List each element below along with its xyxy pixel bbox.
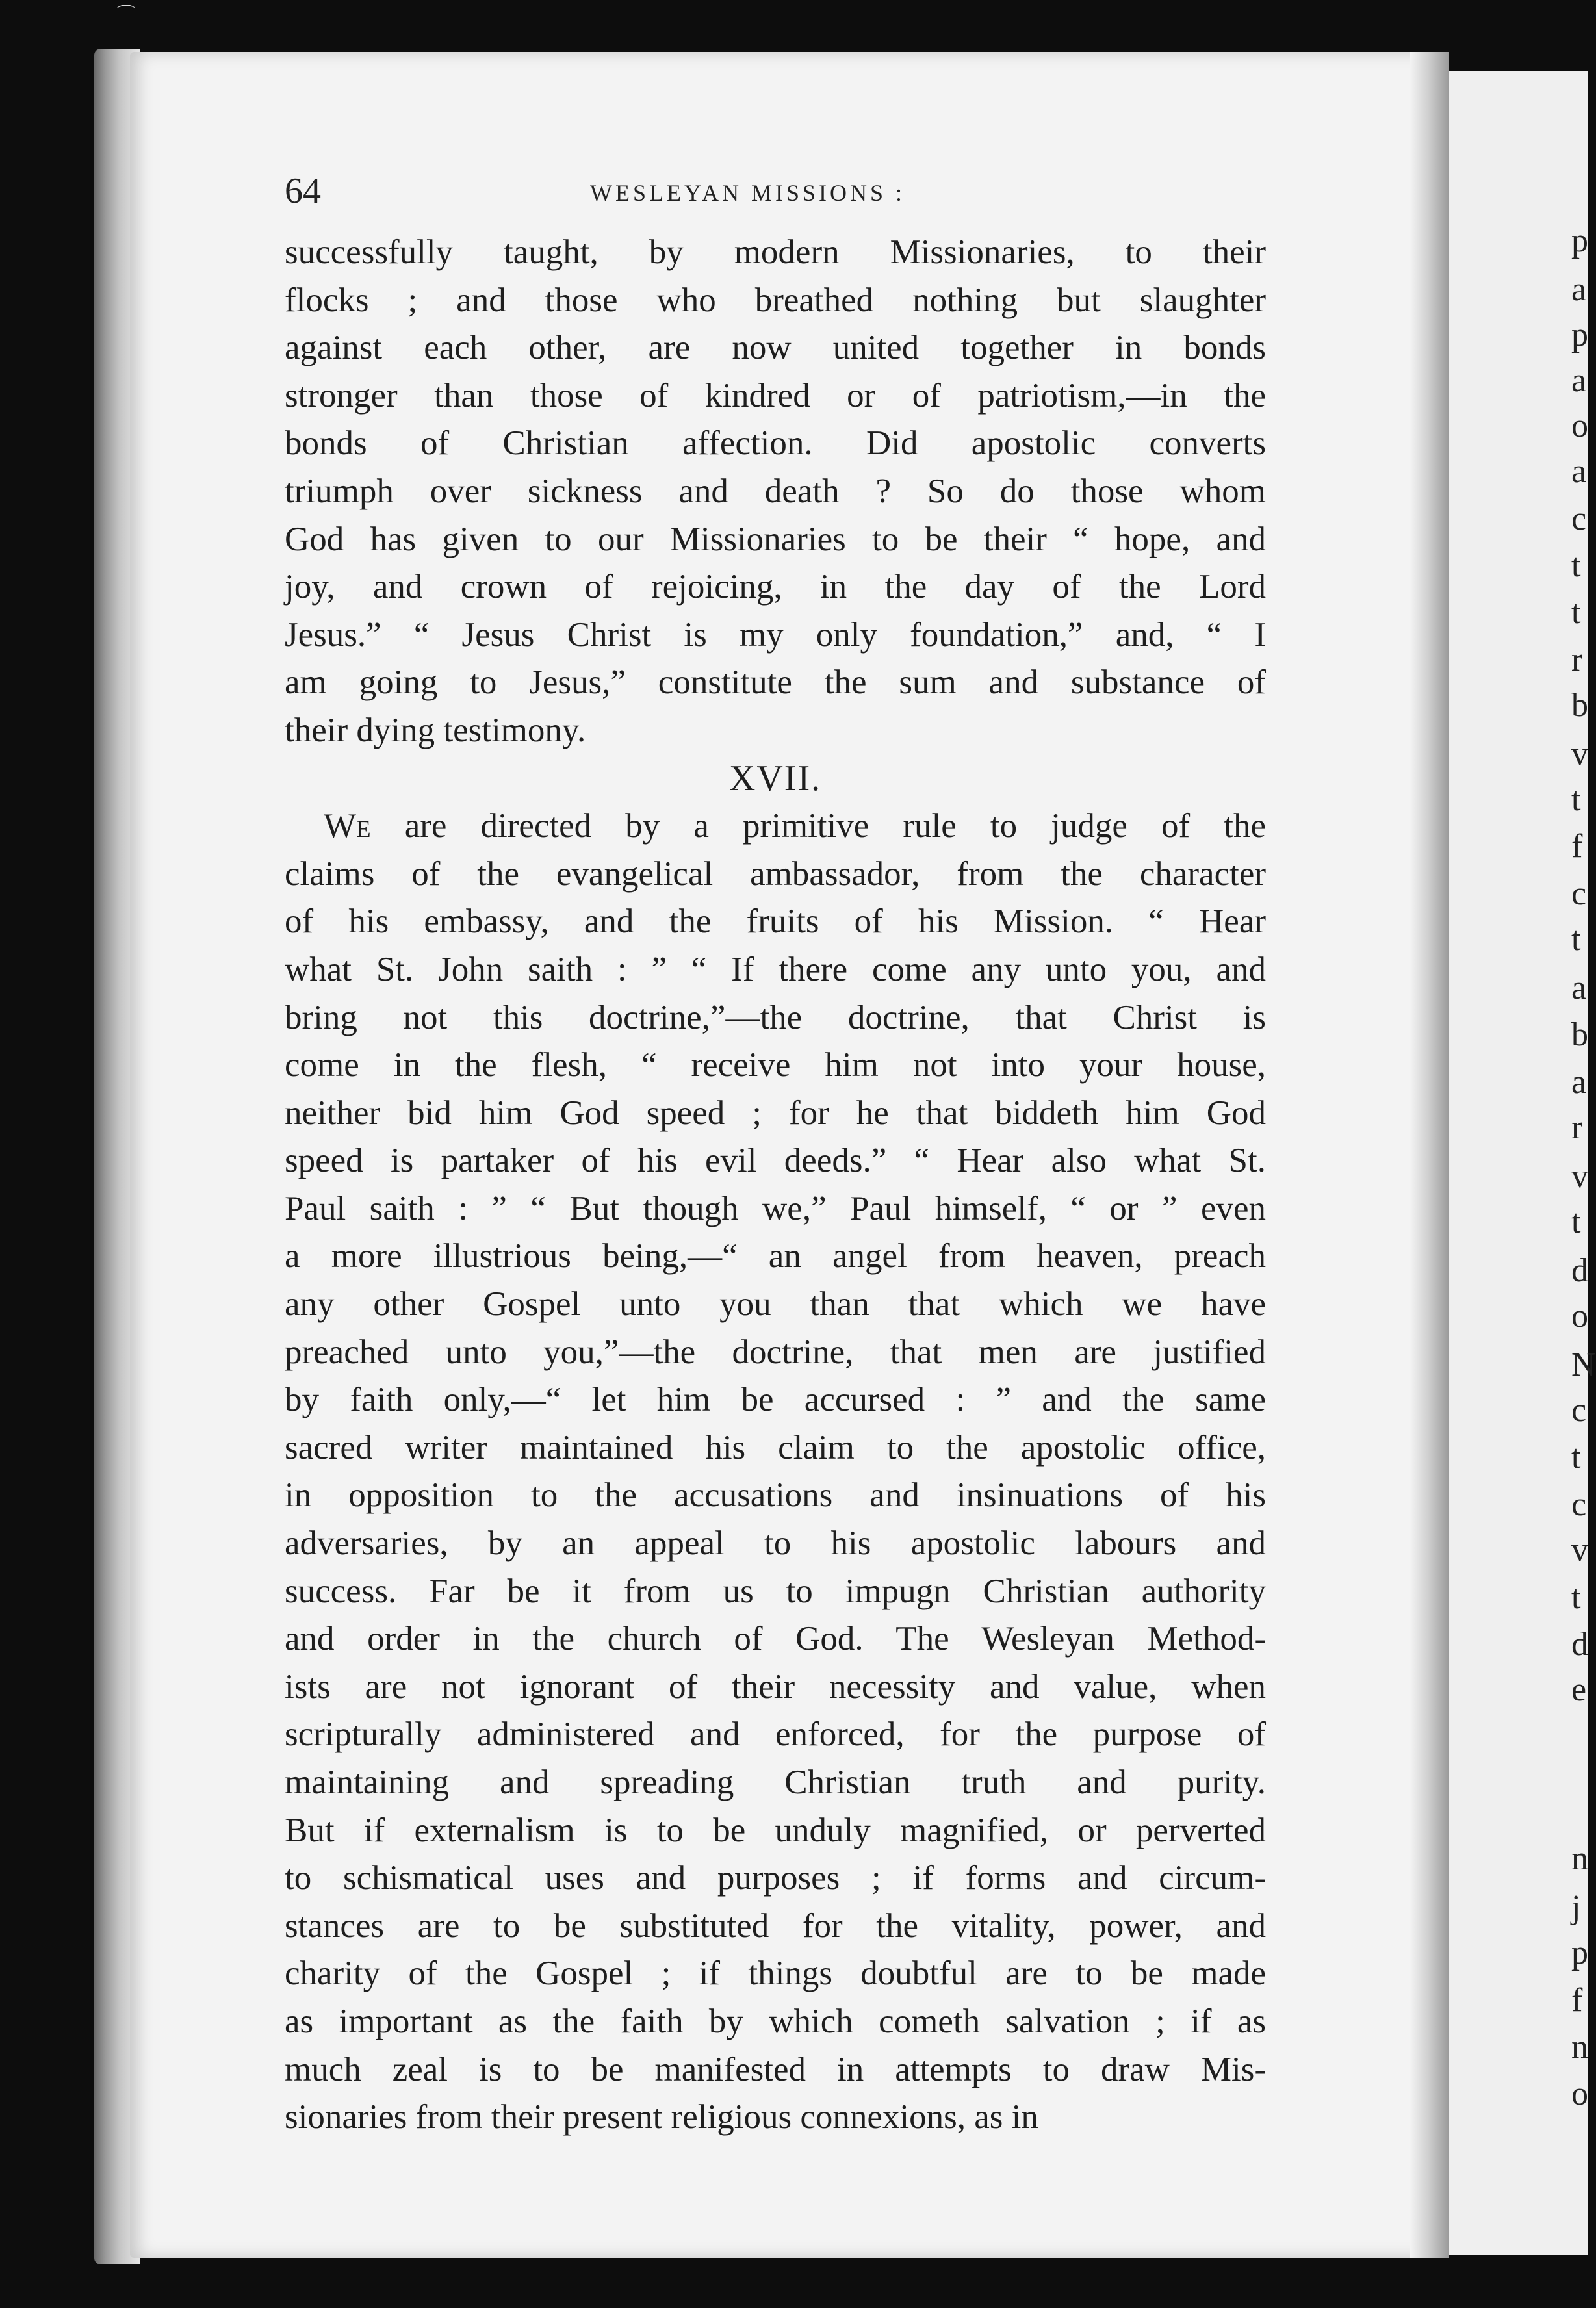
facing-page-letter: t [1571, 1439, 1581, 1476]
facing-page-letter: p [1571, 222, 1588, 259]
facing-page-letter: f [1571, 828, 1583, 865]
text-line: But if externalism is to be unduly magnified, or perverted [285, 1811, 1266, 1849]
text-line: ists are not ignorant of their necessity and value, when [285, 1667, 1266, 1706]
facing-page-letter: n [1571, 1840, 1588, 1877]
text-line: as important as the faith by which cometh salvation ; if as [285, 2002, 1266, 2040]
paragraph-line-rest: are directed by a primitive rule to judge of the [370, 807, 1266, 845]
text-line: and order in the church of God. The Wesleyan Method- [285, 1620, 1266, 1658]
running-title: WESLEYAN MISSIONS : [590, 180, 906, 206]
facing-page-letter: c [1571, 500, 1587, 537]
text-line: by faith only,—“ let him be accursed : ” and the same [285, 1381, 1266, 1419]
text-line: Paul saith : ” “ But though we,” Paul himself, “ or ” even [285, 1189, 1266, 1227]
facing-page-letter: N [1571, 1346, 1596, 1383]
text-line: preached unto you,”—the doctrine, that men are justified [285, 1333, 1266, 1371]
facing-page-letter: a [1571, 453, 1587, 490]
facing-page-letter: e [1571, 1671, 1587, 1708]
facing-page-letter: t [1571, 1203, 1581, 1240]
text-line: am going to Jesus,” constitute the sum and substance of [285, 663, 1266, 702]
facing-page-letter: d [1571, 1252, 1588, 1289]
text-line: a more illustrious being,—“ an angel from heaven, preach [285, 1237, 1266, 1276]
text-line: of his embassy, and the fruits of his Mission. “ Hear [285, 903, 1266, 941]
text-line: to schismatical uses and purposes ; if forms and circum- [285, 1859, 1266, 1897]
facing-page-letter: t [1571, 594, 1581, 631]
page-header [285, 170, 1266, 216]
text-line: Jesus.” “ Jesus Christ is my only foundation,” and, “ I [285, 615, 1266, 654]
facing-page-letter: c [1571, 1392, 1587, 1429]
text-line: God has given to our Missionaries to be their “ hope, and [285, 520, 1266, 558]
text-line: joy, and crown of rejoicing, in the day of the Lord [285, 568, 1266, 606]
text-line: much zeal is to be manifested in attempts to draw Mis- [285, 2050, 1266, 2088]
facing-page-letter: t [1571, 547, 1581, 584]
facing-page-letter: a [1571, 969, 1587, 1007]
facing-page-letter: f [1571, 1982, 1583, 2019]
facing-page-letter: v [1571, 736, 1588, 773]
facing-page-letter: b [1571, 1016, 1588, 1053]
text-line: flocks ; and those who breathed nothing but slaughter [285, 281, 1266, 319]
text-line: come in the flesh, “ receive him not into your house, [285, 1046, 1266, 1084]
facing-page-letter: j [1571, 1889, 1581, 1926]
text-line: maintaining and spreading Christian truth and purity. [285, 1763, 1266, 1801]
facing-page-letter: t [1571, 1579, 1581, 1616]
facing-page-letter: a [1571, 271, 1587, 308]
text-line: against each other, are now united together in bonds [285, 329, 1266, 367]
facing-page-letter: n [1571, 2029, 1588, 2066]
text-line: stances are to be substituted for the vitality, power, and [285, 1906, 1266, 1945]
text-line: neither bid him God speed ; for he that biddeth him God [285, 1094, 1266, 1132]
text-line: speed is partaker of his evil deeds.” “ Hear also what St. [285, 1142, 1266, 1180]
section-heading: XVII. [728, 758, 822, 799]
corner-glare-icon: ⌒ [117, 3, 136, 25]
facing-page-letter: v [1571, 1158, 1588, 1195]
facing-page-letter: t [1571, 921, 1581, 958]
facing-page-letter: c [1571, 875, 1587, 912]
text-line: in opposition to the accusations and insinuations of his [285, 1476, 1266, 1515]
text-line: their dying testimony. [285, 711, 586, 749]
facing-page [1449, 71, 1588, 2255]
page-gutter-shadow [1410, 52, 1449, 2258]
text-line: sacred writer maintained his claim to the apostolic office, [285, 1428, 1266, 1467]
facing-page-letter: a [1571, 362, 1587, 399]
text-line: scripturally administered and enforced, for the purpose of [285, 1715, 1266, 1754]
text-line: any other Gospel unto you than that which we have [285, 1285, 1266, 1324]
page-body-text [285, 229, 1266, 2142]
page-number: 64 [285, 171, 321, 211]
text-line: triumph over sickness and death ? So do those whom [285, 472, 1266, 510]
text-line: stronger than those of kindred or of patriotism,—in the [285, 376, 1266, 415]
facing-page-letter: o [1571, 407, 1588, 444]
facing-page-letter: b [1571, 687, 1588, 724]
text-line: successfully taught, by modern Missionaries, to their [285, 233, 1266, 271]
paragraph-initial-word: We [324, 807, 371, 845]
facing-page-letter: o [1571, 1298, 1588, 1335]
text-line: success. Far be it from us to impugn Christian authority [285, 1572, 1266, 1610]
text-line: sionaries from their present religious connexions, as in [285, 2098, 1038, 2136]
text-line: charity of the Gospel ; if things doubtful are to be made [285, 1955, 1266, 1993]
text-line: claims of the evangelical ambassador, from the character [285, 854, 1266, 893]
facing-page-letter: p [1571, 1934, 1588, 1971]
facing-page-letter: o [1571, 2075, 1588, 2112]
facing-page-letter: t [1571, 781, 1581, 818]
facing-page-letter: d [1571, 1626, 1588, 1663]
facing-page-letter: a [1571, 1064, 1587, 1101]
facing-page-letter: c [1571, 1486, 1587, 1523]
text-line [285, 802, 1266, 851]
facing-page-letter: r [1571, 641, 1583, 678]
text-line: bonds of Christian affection. Did apostolic converts [285, 424, 1266, 463]
text-line: what St. John saith : ” “ If there come any unto you, and [285, 950, 1266, 988]
text-line: bring not this doctrine,”—the doctrine, that Christ is [285, 998, 1266, 1036]
facing-page-letter: v [1571, 1532, 1588, 1569]
facing-page-letter: p [1571, 316, 1588, 353]
text-line: adversaries, by an appeal to his apostolic labours and [285, 1524, 1266, 1563]
facing-page-letter: r [1571, 1109, 1583, 1146]
